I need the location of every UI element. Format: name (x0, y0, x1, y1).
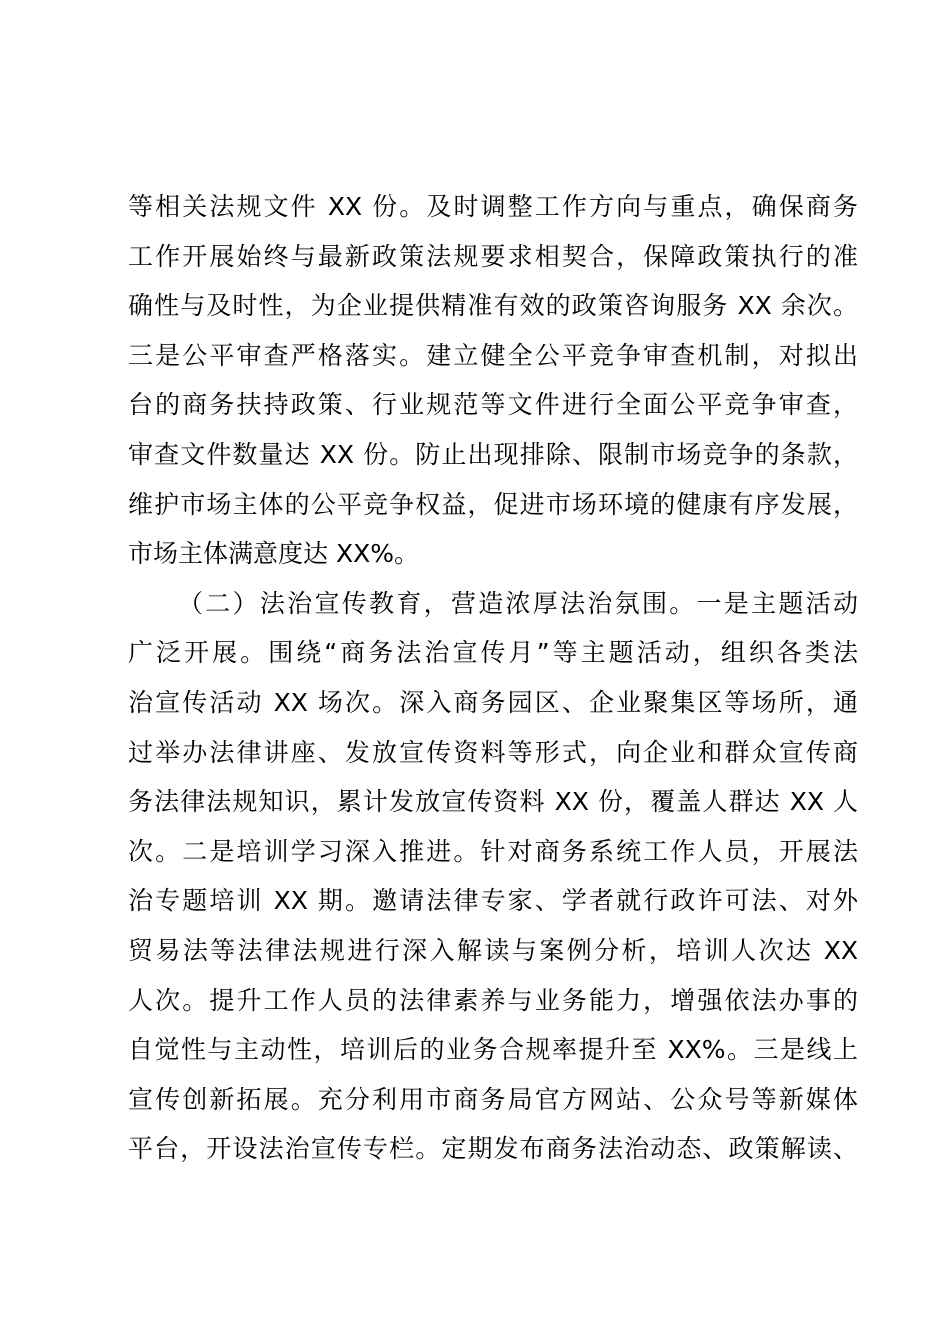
text-line: 过举办法律讲座、发放宣传资料等形式，向企业和群众宣传商 (128, 737, 858, 767)
text-line: 市场主体满意度达 XX%。 (128, 539, 419, 569)
text-line: 等相关法规文件 XX 份。及时调整工作方向与重点，确保商务 (128, 192, 858, 221)
text-line: 三是公平审查严格落实。建立健全公平竞争审查机制，对拟出 (128, 340, 858, 370)
text-line: 务法律法规知识，累计发放宣传资料 XX 份，覆盖人群达 XX 人 (128, 787, 858, 817)
text-line: 审查文件数量达 XX 份。防止出现排除、限制市场竞争的条款， (128, 439, 858, 469)
paragraph-policy-review (128, 182, 858, 579)
text-line: 治宣传活动 XX 场次。深入商务园区、企业聚集区等场所，通 (128, 687, 858, 717)
paragraph-legal-publicity (128, 579, 858, 1174)
text-line: 自觉性与主动性，培训后的业务合规率提升至 XX%。三是线上 (128, 1035, 858, 1065)
text-line: 贸易法等法律法规进行深入解读与案例分析，培训人次达 XX (128, 935, 858, 965)
text-line: 人次。提升工作人员的法律素养与业务能力，增强依法办事的 (128, 985, 858, 1015)
text-line: 工作开展始终与最新政策法规要求相契合，保障政策执行的准 (128, 241, 858, 271)
document-body (128, 182, 858, 1174)
text-line: 广泛开展。围绕“商务法治宣传月”等主题活动，组织各类法 (128, 638, 858, 668)
text-line: 宣传创新拓展。充分利用市商务局官方网站、公众号等新媒体 (128, 1084, 858, 1114)
text-line: 台的商务扶持政策、行业规范等文件进行全面公平竞争审查， (128, 390, 858, 420)
section-heading-line: （二）法治宣传教育，营造浓厚法治氛围。一是主题活动 (178, 588, 858, 618)
text-line: 维护市场主体的公平竞争权益，促进市场环境的健康有序发展， (128, 489, 858, 519)
text-line: 平台，开设法治宣传专栏。定期发布商务法治动态、政策解读、 (128, 1134, 858, 1164)
text-line: 治专题培训 XX 期。邀请法律专家、学者就行政许可法、对外 (128, 886, 858, 916)
text-line: 次。二是培训学习深入推进。针对商务系统工作人员，开展法 (128, 836, 858, 866)
text-line: 确性与及时性，为企业提供精准有效的政策咨询服务 XX 余次。 (128, 291, 858, 321)
